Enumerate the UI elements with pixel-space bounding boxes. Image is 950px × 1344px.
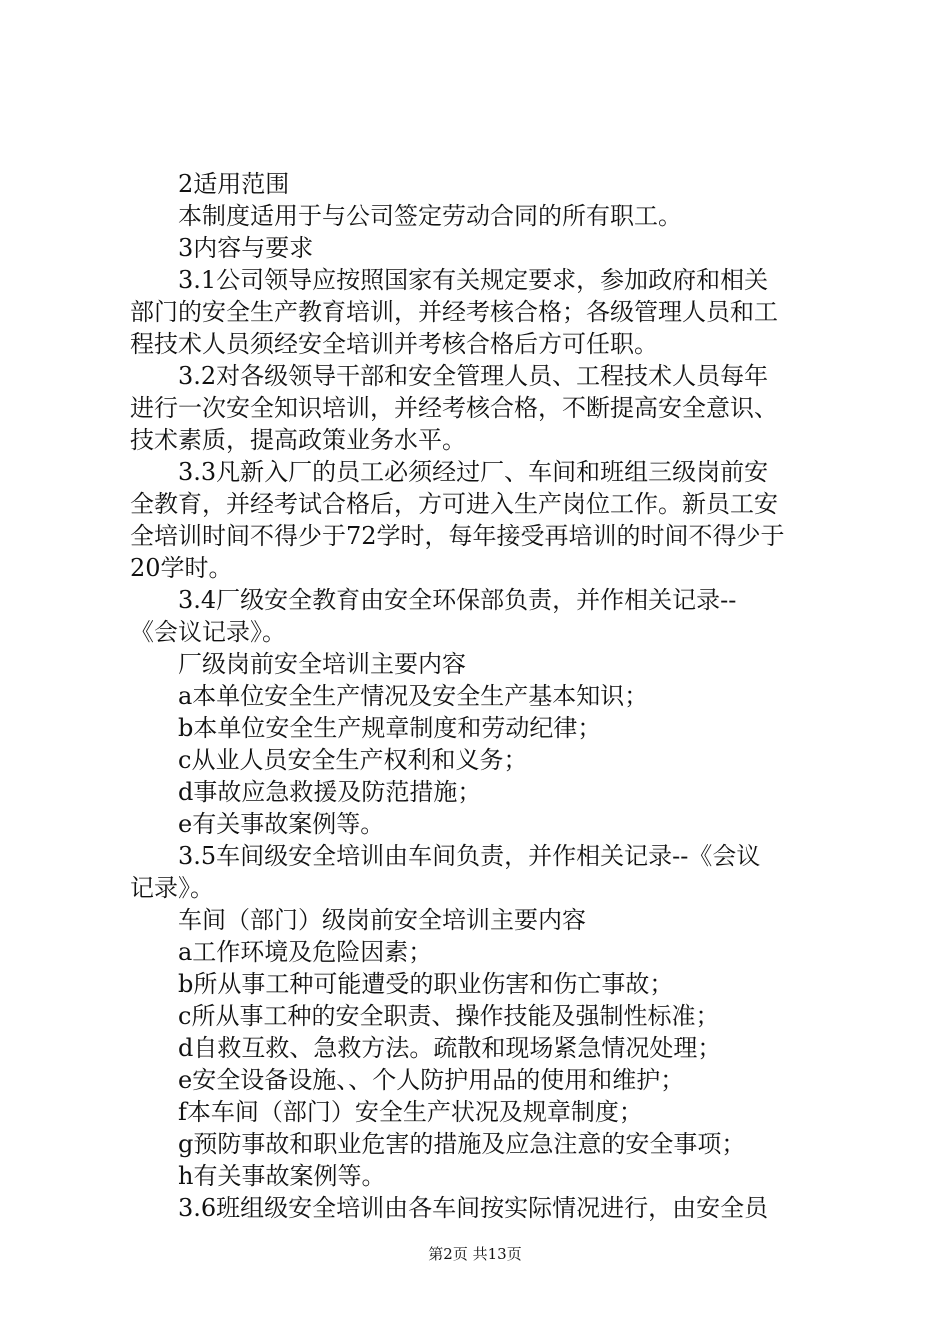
- list-item: d自救互救、急救方法。疏散和现场紧急情况处理；: [178, 1034, 722, 1062]
- list-item: c所从事工种的安全职责、操作技能及强制性标准；: [178, 1002, 720, 1030]
- list-item: h有关事故案例等。: [178, 1162, 386, 1190]
- subsection-heading: 车间（部门）级岗前安全培训主要内容: [178, 906, 586, 934]
- list-item: g预防事故和职业危害的措施及应急注意的安全事项；: [178, 1130, 746, 1158]
- paragraph-line: 3.5车间级安全培训由车间负责，并作相关记录--《会议: [178, 842, 761, 870]
- section-heading: 2适用范围: [178, 170, 290, 198]
- paragraph-line: 部门的安全生产教育培训，并经考核合格；各级管理人员和工: [130, 298, 778, 326]
- list-item: b所从事工种可能遭受的职业伤害和伤亡事故；: [178, 970, 674, 998]
- paragraph-line: 3.4厂级安全教育由安全环保部负责，并作相关记录--: [178, 586, 737, 614]
- paragraph-line: 进行一次安全知识培训，并经考核合格，不断提高安全意识、: [130, 394, 778, 422]
- list-item: b本单位安全生产规章制度和劳动纪律；: [178, 714, 602, 742]
- paragraph-line: 本制度适用于与公司签定劳动合同的所有职工。: [178, 202, 682, 230]
- list-item: d事故应急救援及防范措施；: [178, 778, 482, 806]
- paragraph-line: 3.3凡新入厂的员工必须经过厂、车间和班组三级岗前安: [178, 458, 769, 486]
- list-item: a工作环境及危险因素；: [178, 938, 433, 966]
- section-heading: 3内容与要求: [178, 234, 314, 262]
- list-item: e有关事故案例等。: [178, 810, 385, 838]
- paragraph-line: 程技术人员须经安全培训并考核合格后方可任职。: [130, 330, 658, 358]
- list-item: c从业人员安全生产权利和义务；: [178, 746, 528, 774]
- list-item: f本车间（部门）安全生产状况及规章制度；: [178, 1098, 643, 1126]
- subsection-heading: 厂级岗前安全培训主要内容: [178, 650, 466, 678]
- paragraph-line: 《会议记录》。: [130, 618, 286, 646]
- paragraph-line: 3.6班组级安全培训由各车间按实际情况进行，由安全员: [178, 1194, 769, 1222]
- paragraph-line: 技术素质，提高政策业务水平。: [130, 426, 466, 454]
- page-number-footer: 第2页 共13页: [428, 1245, 522, 1263]
- paragraph-line: 记录》。: [130, 874, 214, 902]
- paragraph-line: 20学时。: [130, 554, 233, 582]
- list-item: e安全设备设施、、个人防护用品的使用和维护；: [178, 1066, 685, 1094]
- document-body: [130, 168, 830, 1224]
- paragraph-line: 3.2对各级领导干部和安全管理人员、工程技术人员每年: [178, 362, 769, 390]
- paragraph-line: 全教育，并经考试合格后，方可进入生产岗位工作。新员工安: [130, 490, 778, 518]
- list-item: a本单位安全生产情况及安全生产基本知识；: [178, 682, 649, 710]
- paragraph-line: 3.1公司领导应按照国家有关规定要求，参加政府和相关: [178, 266, 769, 294]
- paragraph-line: 全培训时间不得少于72学时，每年接受再培训的时间不得少于: [130, 522, 785, 550]
